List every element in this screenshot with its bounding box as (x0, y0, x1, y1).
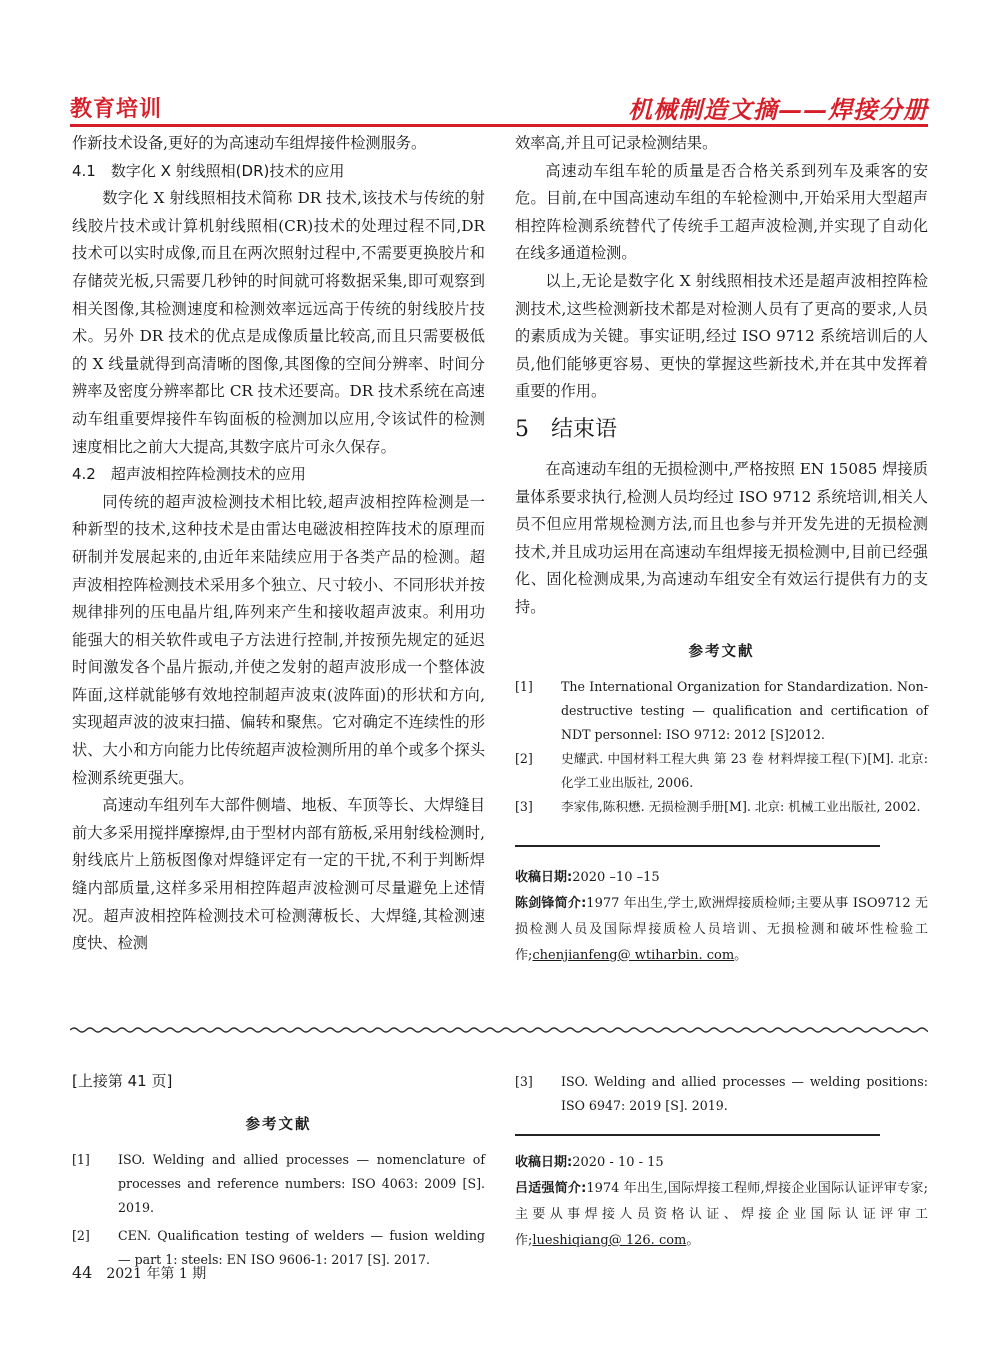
paragraph: 高速动车组车轮的质量是否合格关系到列车及乘客的安危。目前,在中国高速动车组的车轮检测中,开始采用大型超声相控阵检测系统替代了传统手工超声波检测,并实现了自动化在线多通道检测。 (515, 161, 928, 263)
reference-item (515, 1070, 928, 1118)
issue-label: 2021 年第 1 期 (106, 1266, 207, 1282)
reference-text: 李家伟,陈积懋. 无损检测手册[M]. 北京: 机械工业出版社, 2002. (561, 798, 921, 814)
reference-number: [2] (72, 1228, 90, 1243)
left-column (72, 130, 485, 958)
reference-text: ISO. Welding and allied processes — nomenclature of processes and reference numbers: ISO 4063: 2009 [S]. 2019. (118, 1152, 485, 1215)
reference-item (515, 795, 928, 819)
received-label: 收稿日期: (515, 869, 573, 885)
received-value: 2020 –10 –15 (572, 869, 660, 885)
note-separator (515, 1134, 880, 1136)
author-bio (515, 891, 928, 969)
section-heading-4-2: 4.2 超声波相控阵检测技术的应用 (72, 465, 306, 484)
right-column (515, 130, 928, 969)
paragraph: 高速动车组列车大部件侧墙、地板、车顶等长、大焊缝目前大多采用搅拌摩擦焊,由于型材内部有筋板,采用射线检测时,射线底片上筋板图像对焊缝评定有一定的干扰,不利于判断焊缝内部质量,这样多采用相控阵超声波检测可尽量避免上述情况。超声波相控阵检测技术可检测薄板长、大焊缝,其检测速度快、检测 (72, 796, 485, 953)
reference-text: The International Organization for Standardization. Non-destructive testing — qualification and certification of NDT personnel: ISO 9712: 2012 [S]2012. (561, 678, 928, 742)
reference-number: [2] (515, 750, 533, 766)
note-separator (515, 845, 880, 847)
references-title: 参考文献 (245, 1117, 312, 1133)
author-email-link[interactable]: lueshiqiang@ 126. com (532, 1233, 687, 1248)
reference-item (72, 1148, 485, 1220)
reference-number: [1] (515, 678, 533, 694)
reference-number: [3] (515, 798, 533, 814)
header-section-label: 教育培训 (70, 97, 163, 122)
reference-number: [1] (72, 1152, 90, 1167)
author-email-end: 。 (686, 1233, 700, 1248)
author-bio (515, 1176, 928, 1254)
reference-item (515, 675, 928, 747)
section-heading-4-1: 4.1 数字化 X 射线照相(DR)技术的应用 (72, 161, 345, 180)
received-label: 收稿日期: (515, 1155, 573, 1170)
continued-right-column (515, 1070, 928, 1254)
reference-item (515, 747, 928, 795)
page-number: 44 (72, 1263, 93, 1282)
paragraph: 效率高,并且可记录检测结果。 (515, 134, 718, 152)
author-label: 吕适强简介: (515, 1181, 587, 1196)
paragraph: 在高速动车组的无损检测中,严格按照 EN 15085 焊接质量体系要求执行,检测人员均经过 ISO 9712 系统培训,相关人员不但应用常规检测方法,而且也参与并开发先进的无损检测技术,并且成功运用在高速动车组焊接无损检测中,目前已经强化、固化检测成果,为高速动车组安全有效运行提供有力的支持。 (515, 459, 928, 616)
author-text: 1974 年出生,国际焊接工程师,焊接企业国际认证评审专家;主要从事焊接人员资格认证、焊接企业国际认证评审工作; (515, 1181, 928, 1248)
reference-text: ISO. Welding and allied processes — welding positions: ISO 6947: 2019 [S]. 2019. (561, 1074, 928, 1113)
reference-text: CEN. Qualification testing of welders — fusion welding — part 1: steels: EN ISO 9606-1: 2017 [S]. 2017. (118, 1228, 485, 1267)
paragraph: 同传统的超声波检测技术相比较,超声波相控阵检测是一种新型的技术,这种技术是由雷达电磁波相控阵技术的原理而研制并发展起来的,由近年来陆续应用于各类产品的检测。超声波相控阵检测技术采用多个独立、尺寸较小、不同形状并按规律排列的压电晶片组,阵列来产生和接收超声波束。利用功能强大的相关软件或电子方法进行控制,并按预先规定的延迟时间激发各个晶片振动,并使之发射的超声波形成一个整体波阵面,这样就能够有效地控制超声波束(波阵面)的形状和方向,实现超声波的波束扫描、偏转和聚焦。它对确定不连续性的形状、大小和方向能力比传统超声波检测所用的单个或多个探头检测系统更强大。 (72, 492, 485, 787)
continued-from-label: [上接第 41 页] (72, 1072, 173, 1090)
author-email-end: 。 (734, 947, 748, 963)
paragraph: 数字化 X 射线照相技术简称 DR 技术,该技术与传统的射线胶片技术或计算机射线照相(CR)技术的处理过程不同,DR 技术可以实时成像,而且在两次照射过程中,不需要更换胶片和存储荧光板,只需要几秒钟的时间就可将数据采集,即可观察到相关图像,其检测速度和检测效率远远高于传统的射线胶片技术。另外 DR 技术的优点是成像质量比较高,而且只需要极低的 X 线量就得到高清晰的图像,其图像的空间分辨率、时间分辨率及密度分辨率都比 CR 技术还要高。DR 技术系统在高速动车组重要焊接件车钩面板的检测加以应用,令该试件的检测速度相比之前大大提高,其数字底片可永久保存。 (72, 189, 485, 456)
author-label: 陈剑锋简介: (515, 895, 587, 911)
paragraph: 作新技术设备,更好的为高速动车组焊接件检测服务。 (72, 134, 427, 152)
header-rule (70, 124, 928, 127)
received-date (515, 1150, 928, 1176)
received-date (515, 865, 928, 891)
reference-number: [3] (515, 1074, 533, 1089)
references-title: 参考文献 (688, 643, 755, 660)
page-footer (72, 1263, 206, 1283)
section-heading-5: 5 结束语 (515, 416, 617, 442)
continued-left-column (72, 1070, 485, 1272)
reference-text: 史耀武. 中国材料工程大典 第 23 卷 材料焊接工程(下)[M]. 北京: 化学工业出版社, 2006. (561, 750, 928, 790)
received-value: 2020 - 10 - 15 (572, 1155, 664, 1170)
author-text: 1977 年出生,学士,欧洲焊接质检师;主要从事 ISO9712 无损检测人员及国际焊接质检人员培训、无损检测和破坏性检验工作; (515, 895, 928, 963)
header-journal-title: 机械制造文摘——焊接分册 (628, 95, 928, 124)
paragraph: 以上,无论是数字化 X 射线照相技术还是超声波相控阵检测技术,这些检测新技术都是对检测人员有了更高的要求,人员的素质成为关键。事实证明,经过 ISO 9712 系统培训后的人员,他们能够更容易、更快的掌握这些新技术,并在其中发挥着重要的作用。 (515, 271, 928, 401)
wavy-divider (70, 1024, 928, 1036)
author-email-link[interactable]: chenjianfeng@ wtiharbin. com (532, 947, 735, 963)
